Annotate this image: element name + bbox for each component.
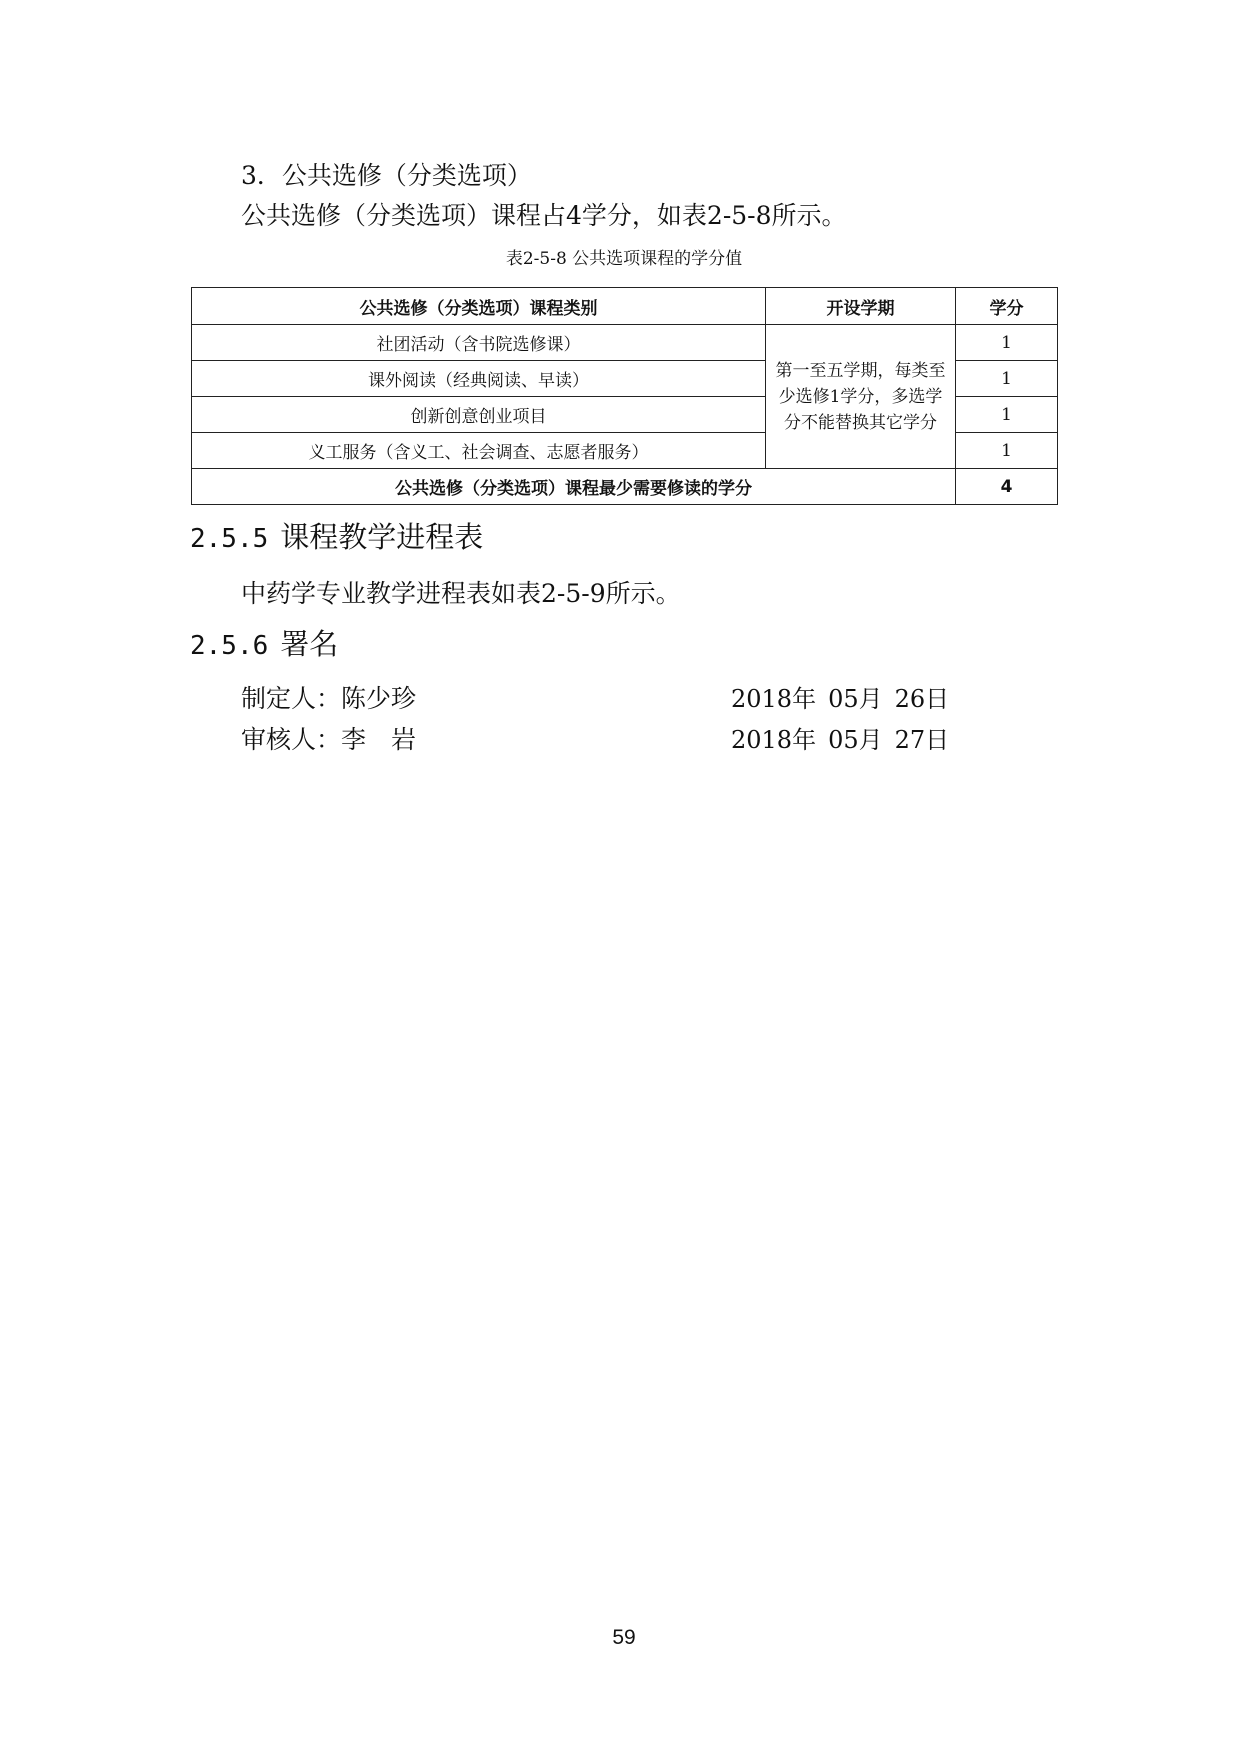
row-credit: 1 (956, 361, 1058, 397)
date-year: 2018年 (731, 685, 817, 713)
section-2-5-6-heading (190, 626, 338, 664)
header-category: 公共选修（分类选项）课程类别 (192, 288, 766, 325)
table-row (192, 325, 1058, 361)
date-day: 26日 (894, 685, 950, 713)
signature-reviewer-date (731, 724, 961, 756)
header-semester: 开设学期 (766, 288, 956, 325)
credit-table (191, 287, 1058, 505)
table-header-row (192, 288, 1058, 325)
table-caption: 表2-5-8 公共选项课程的学分值 (505, 249, 743, 269)
total-label: 公共选修（分类选项）课程最少需要修读的学分 (192, 469, 956, 505)
date-month: 05月 (828, 726, 883, 754)
section-2-5-6-number: 2.5.6 (190, 631, 269, 661)
header-credit: 学分 (956, 288, 1058, 325)
table-total-row (192, 469, 1058, 505)
section-2-5-5-paragraph: 中药学专业教学进程表如表2-5-9所示。 (241, 579, 681, 608)
page-number: 59 (612, 1626, 636, 1649)
signature-reviewer: 审核人：李 岩 (241, 725, 417, 754)
row-category: 义工服务（含义工、社会调查、志愿者服务） (192, 433, 766, 469)
date-day: 27日 (894, 726, 950, 754)
row-category: 课外阅读（经典阅读、早读） (192, 361, 766, 397)
row-credit: 1 (956, 433, 1058, 469)
section-3-heading: 3．公共选修（分类选项） (241, 161, 532, 190)
section-2-5-5-title: 课程教学进程表 (280, 520, 484, 554)
signature-drafter-date (731, 683, 961, 715)
date-year: 2018年 (731, 726, 817, 754)
total-value: 4 (956, 469, 1058, 505)
row-category: 创新创意创业项目 (192, 397, 766, 433)
row-category: 社团活动（含书院选修课） (192, 325, 766, 361)
date-month: 05月 (828, 685, 883, 713)
signature-drafter: 制定人：陈少珍 (241, 684, 417, 713)
section-2-5-5-heading (190, 519, 483, 557)
section-3-paragraph: 公共选修（分类选项）课程占4学分，如表2-5-8所示。 (241, 201, 847, 230)
section-2-5-5-number: 2.5.5 (190, 524, 269, 554)
row-credit: 1 (956, 325, 1058, 361)
row-credit: 1 (956, 397, 1058, 433)
section-2-5-6-title: 署名 (280, 627, 339, 661)
semester-note: 第一至五学期，每类至少选修1学分，多选学分不能替换其它学分 (766, 325, 956, 469)
